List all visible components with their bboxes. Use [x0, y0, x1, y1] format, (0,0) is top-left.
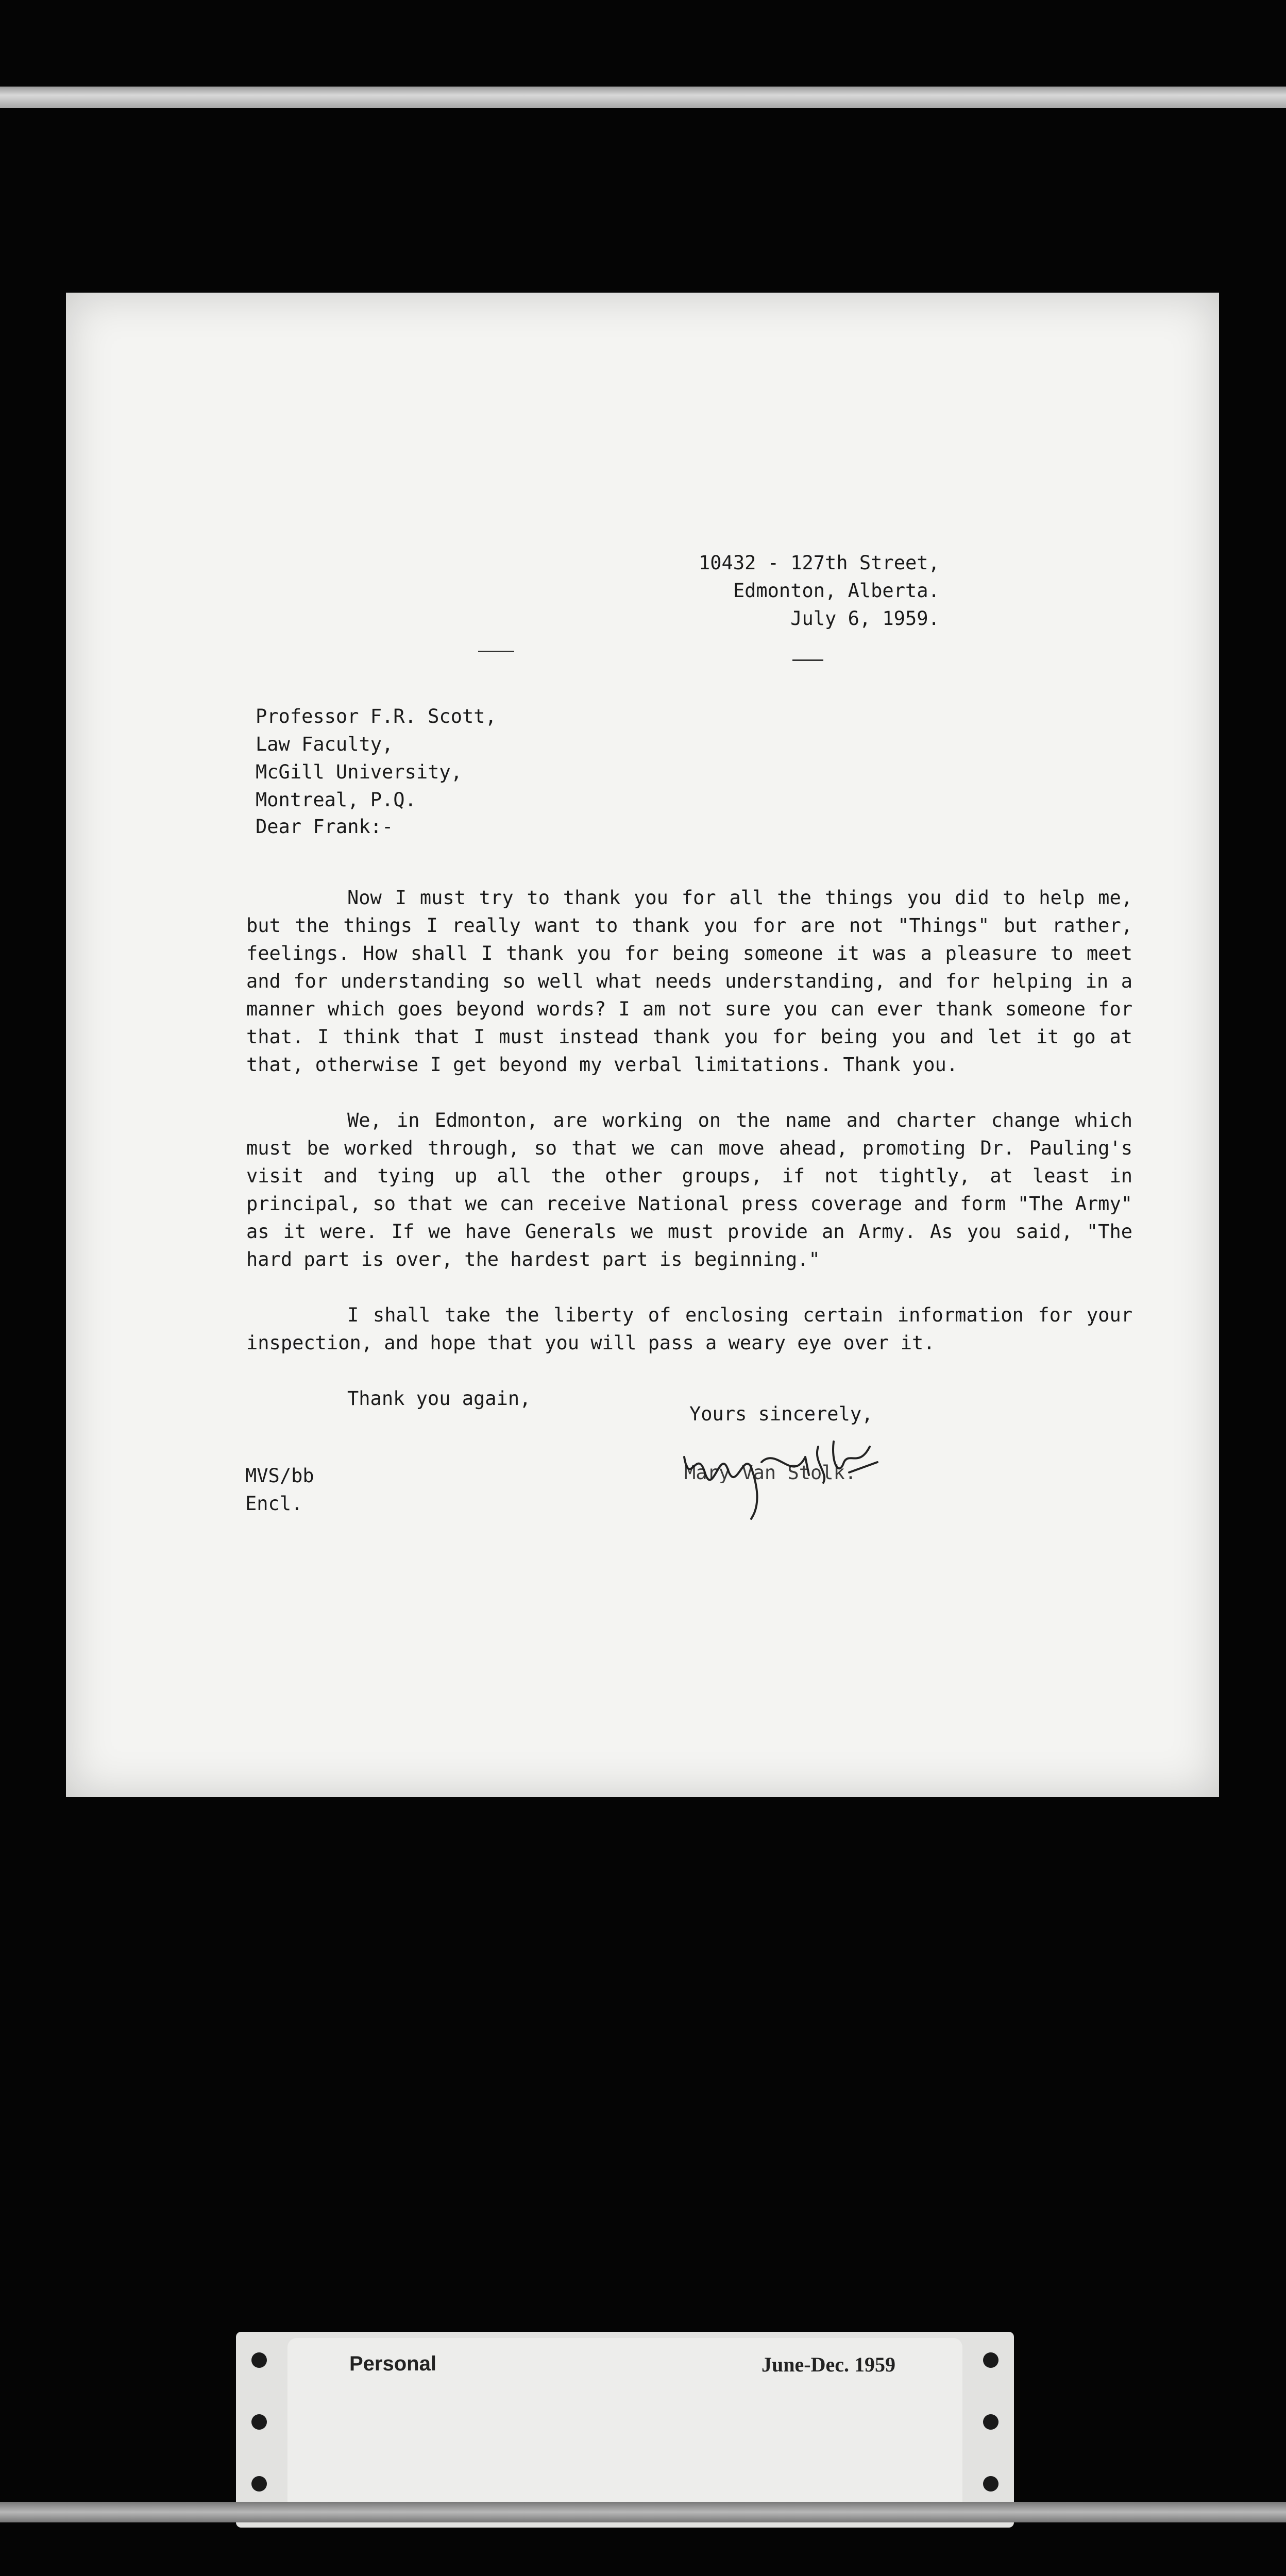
recipient-line: McGill University,	[256, 761, 462, 783]
recipient-line: Professor F.R. Scott,	[256, 705, 497, 727]
enclosure-note: Encl.	[245, 1493, 303, 1515]
bottom-film-strip	[0, 2502, 1286, 2522]
letter-page	[66, 293, 1219, 1797]
top-film-strip	[0, 87, 1286, 108]
reference-initials	[245, 1462, 314, 1518]
punch-hole	[983, 2414, 999, 2430]
body-paragraph: We, in Edmonton, are working on the name and charter change which must be worked through, so that we can move ahead, promoting Dr. Pauling's visit and tying up all the other groups, if not tightly, at least in principal, so that we can receive National press coverage and form "The Army" as it were. If we have Generals we must provide an Army. As you said, "The hard part is over, the hardest part is beginning."	[246, 1109, 1132, 1270]
typist-initials: MVS/bb	[245, 1465, 314, 1487]
divider-mark	[478, 651, 514, 652]
recipient-address	[256, 703, 497, 814]
closing: Yours sincerely,	[689, 1403, 873, 1425]
punch-hole	[251, 2414, 267, 2430]
sender-address	[699, 549, 940, 633]
recipient-line: Law Faculty,	[256, 733, 394, 755]
punch-hole	[983, 2352, 999, 2368]
body-paragraph: I shall take the liberty of enclosing certain information for your inspection, and hope that you will pass a weary eye over it.	[246, 1304, 1132, 1354]
folder-tab-label-area	[287, 2338, 962, 2518]
letter-body	[246, 884, 1132, 1413]
body-paragraph: Now I must try to thank you for all the things you did to help me, but the things I really want to thank you for are not "Things" but rather, feelings. How shall I thank you for being someone it was a pleasure to meet and for understanding so well what needs understanding, and for helping in a manner which goes beyond words? I am not sure you can ever thank someone for that. I think that I must instead thank you for being you and let it go at that, otherwise I get beyond my verbal limitations. Thank you.	[246, 887, 1132, 1076]
punch-hole	[251, 2476, 267, 2492]
divider-mark	[792, 659, 823, 661]
folder-tab-date-range: June-Dec. 1959	[762, 2353, 895, 2376]
recipient-line: Montreal, P.Q.	[256, 789, 416, 811]
letter-date: July 6, 1959.	[790, 607, 940, 630]
address-line: 10432 - 127th Street,	[699, 552, 940, 574]
punch-hole	[251, 2352, 267, 2368]
punch-hole	[983, 2476, 999, 2492]
salutation: Dear Frank:-	[256, 816, 394, 838]
folder-tab-card	[236, 2332, 1014, 2528]
body-paragraph: Thank you again,	[347, 1387, 531, 1410]
typed-signature-name: Mary Van Stolk.	[684, 1462, 857, 1484]
folder-tab-category: Personal	[349, 2352, 436, 2375]
address-line: Edmonton, Alberta.	[733, 580, 940, 602]
